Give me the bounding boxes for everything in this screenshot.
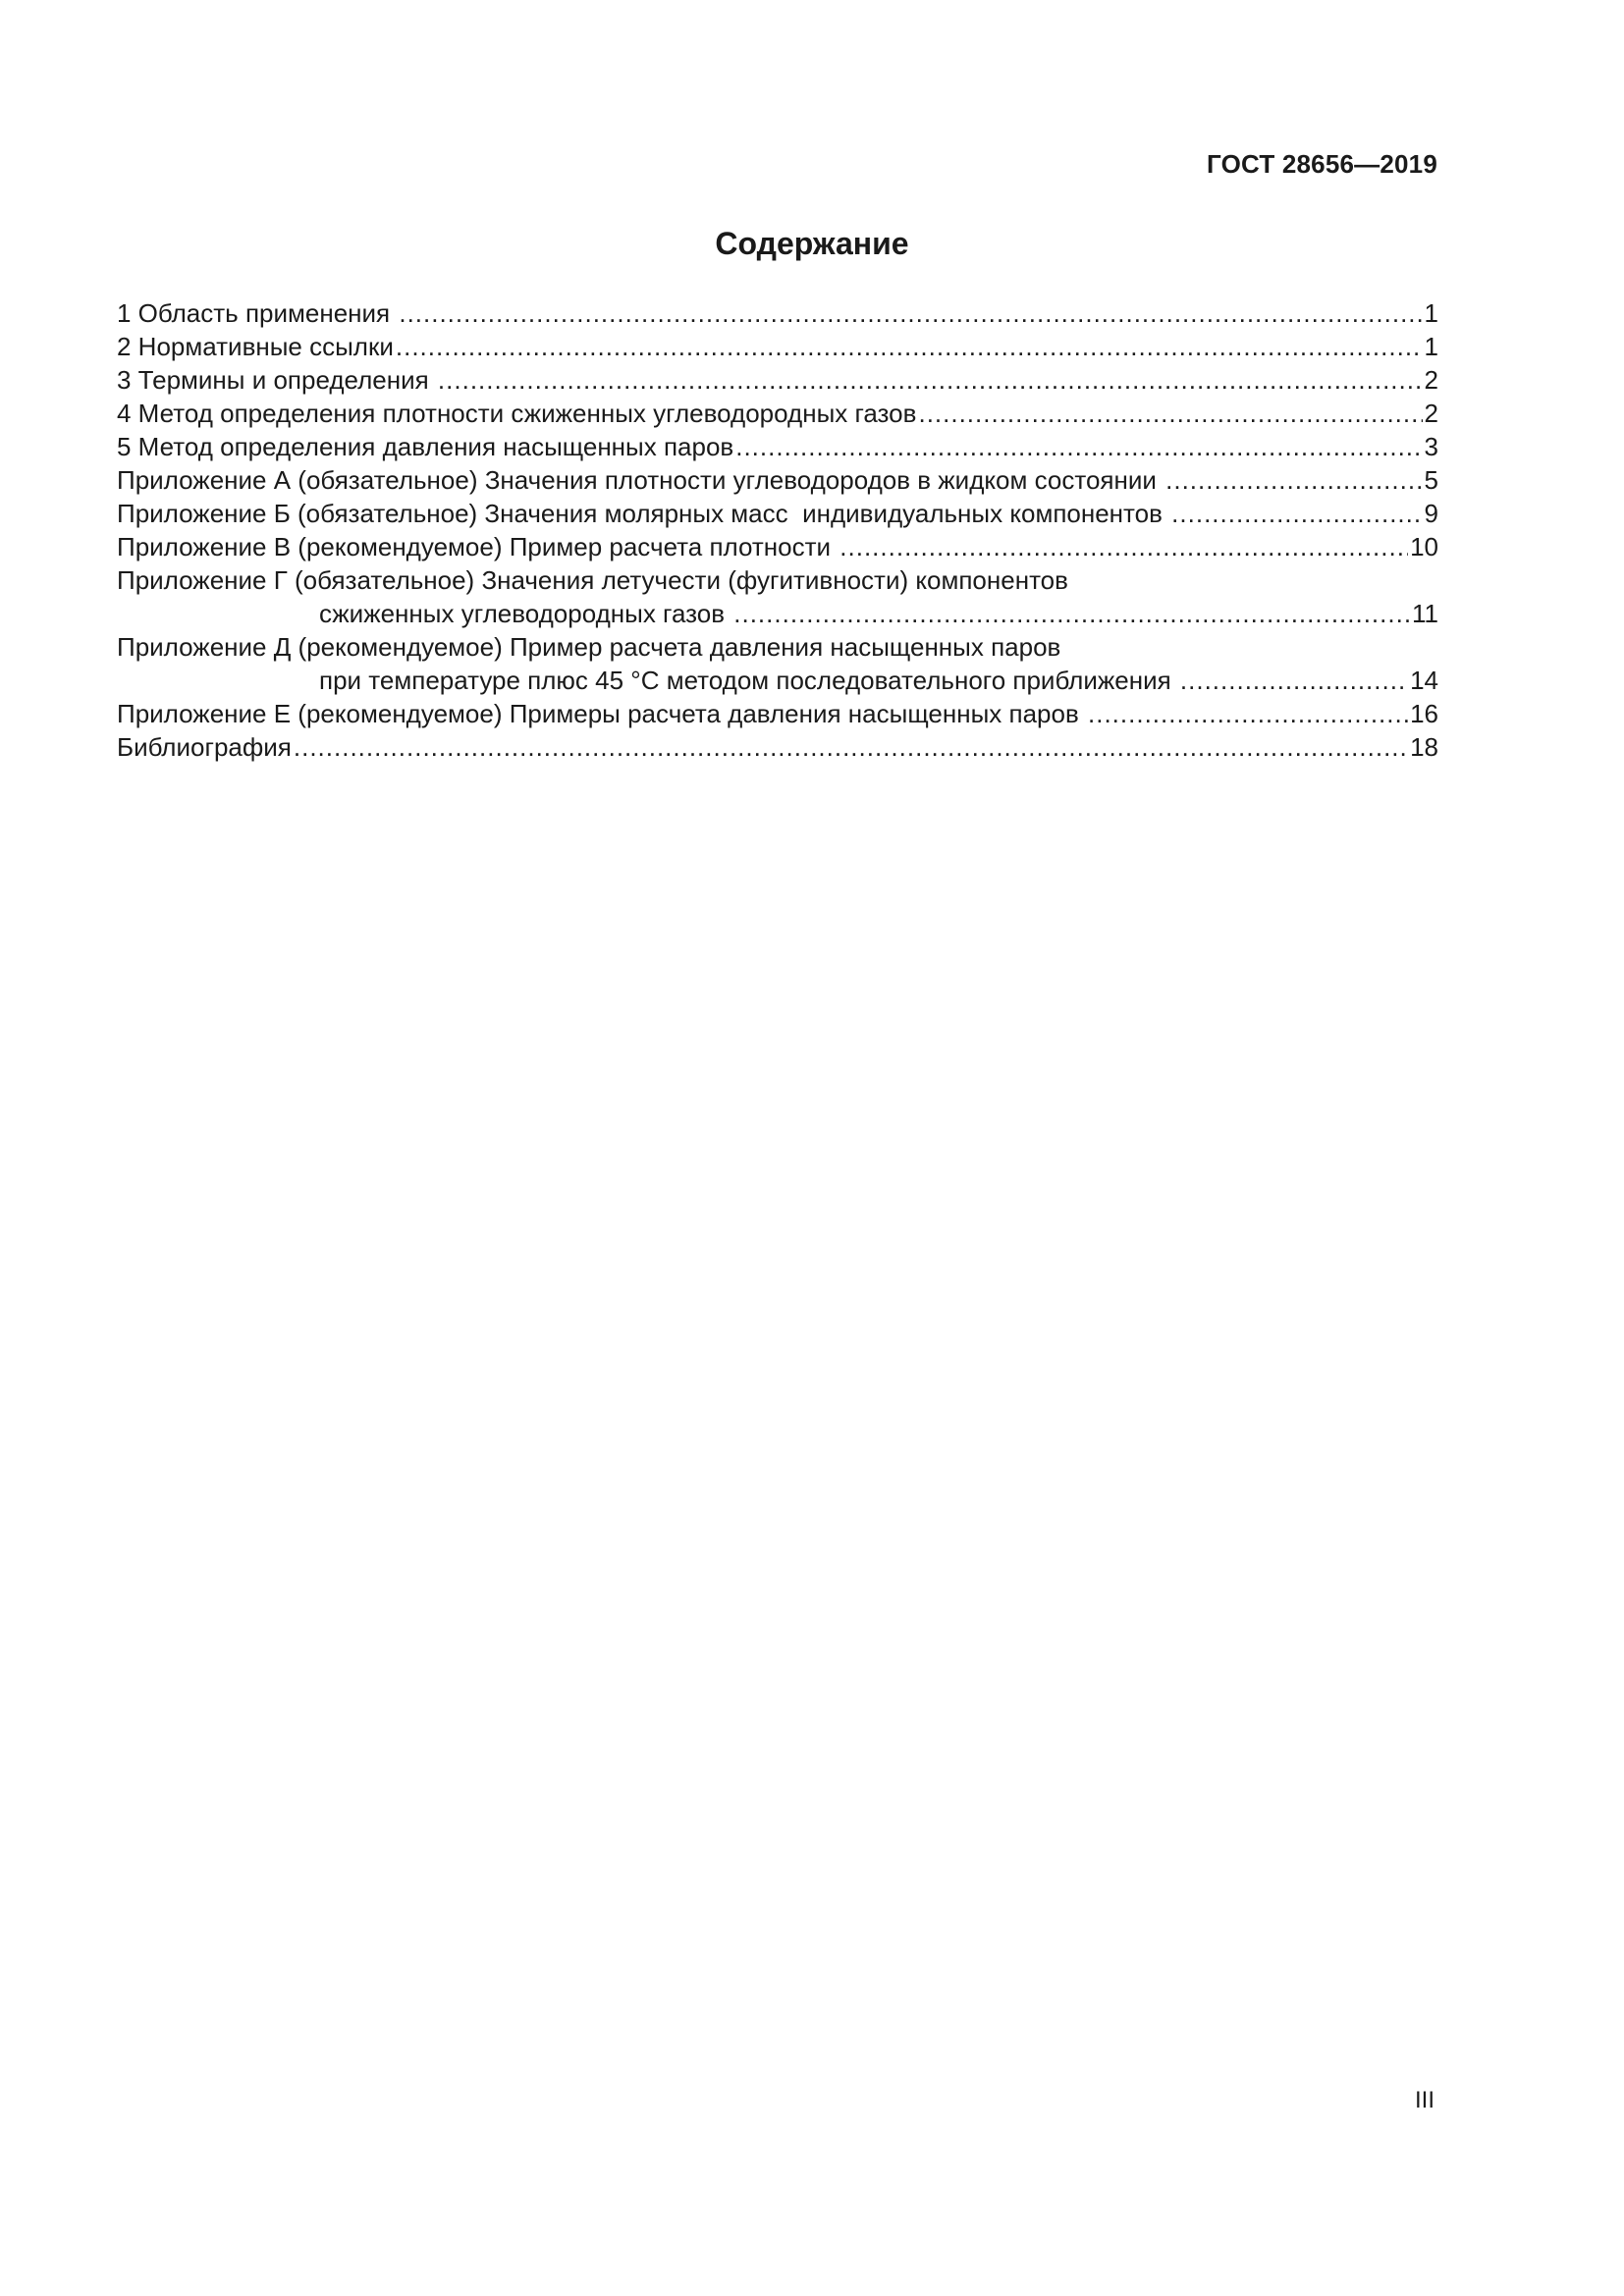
toc-entry-page: 11 [1412,599,1438,628]
toc-entry-label: Приложение А (обязательное) Значения плотности углеводородов в жидком состоянии [117,465,1164,495]
dot-leader [438,363,1423,397]
dot-leader [396,330,1423,363]
toc-entry-appendix-v[interactable] [117,530,1438,563]
toc-entry-normative-references[interactable] [117,330,1438,363]
toc-entry-label: 3 Термины и определения [117,365,436,395]
dot-leader [733,597,1410,630]
dot-leader [294,730,1408,764]
toc-entry-page: 18 [1410,732,1438,762]
toc-entry-label: Приложение В (рекомендуемое) Пример расчета плотности [117,532,839,561]
toc-entry-page: 14 [1410,666,1438,695]
toc-entry-appendix-g[interactable] [117,597,1438,630]
dot-leader [735,430,1422,463]
toc-entry-appendix-e[interactable] [117,697,1438,730]
toc-title: Содержание [715,226,909,261]
toc-entry-vapor-pressure-method[interactable] [117,430,1438,463]
toc-entry-page: 9 [1424,499,1438,528]
toc-entry-label: при температуре плюс 45 °С методом последовательного приближения [319,666,1178,695]
toc-entry-page: 5 [1424,465,1438,495]
toc-entry-page: 2 [1424,365,1438,395]
toc-entry-page: 2 [1424,399,1438,428]
toc-entry-page: 1 [1424,332,1438,361]
document-code: ГОСТ 28656—2019 [1207,149,1437,179]
toc-entry-page: 16 [1410,699,1438,728]
page-number: III [1414,2087,1435,2113]
toc-entry-appendix-a[interactable] [117,463,1438,497]
toc-entry-page: 3 [1424,432,1438,461]
toc-entry-page: 10 [1410,532,1438,561]
toc-entry-label: сжиженных углеводородных газов [319,599,732,628]
dot-leader [1171,497,1422,530]
toc-entry-appendix-d-heading[interactable] [117,630,1438,664]
toc-entry-label: 1 Область применения [117,298,398,328]
toc-entry-terms[interactable] [117,363,1438,397]
dot-leader [839,530,1408,563]
toc-entry-label: 2 Нормативные ссылки [117,332,394,361]
toc-entry-page: 1 [1424,298,1438,328]
dot-leader [1165,463,1422,497]
toc-entry-label: 5 Метод определения давления насыщенных паров [117,432,734,461]
toc-entry-label: Приложение Д (рекомендуемое) Пример расчета давления насыщенных паров [117,632,1061,662]
dot-leader [918,397,1422,430]
toc-entry-appendix-g-heading[interactable] [117,563,1438,597]
table-of-contents [117,296,1438,764]
toc-entry-scope[interactable] [117,296,1438,330]
dot-leader [1088,697,1408,730]
toc-entry-bibliography[interactable] [117,730,1438,764]
dot-leader [1180,664,1408,697]
toc-entry-density-method[interactable] [117,397,1438,430]
toc-entry-appendix-b[interactable] [117,497,1438,530]
dot-leader [399,296,1422,330]
toc-entry-appendix-d[interactable] [117,664,1438,697]
toc-entry-label: Библиография [117,732,292,762]
toc-entry-label: Приложение Г (обязательное) Значения летучести (фугитивности) компонентов [117,565,1068,595]
toc-entry-label: 4 Метод определения плотности сжиженных углеводородных газов [117,399,917,428]
toc-entry-label: Приложение Б (обязательное) Значения молярных масс индивидуальных компонентов [117,499,1170,528]
toc-entry-label: Приложение Е (рекомендуемое) Примеры расчета давления насыщенных паров [117,699,1086,728]
